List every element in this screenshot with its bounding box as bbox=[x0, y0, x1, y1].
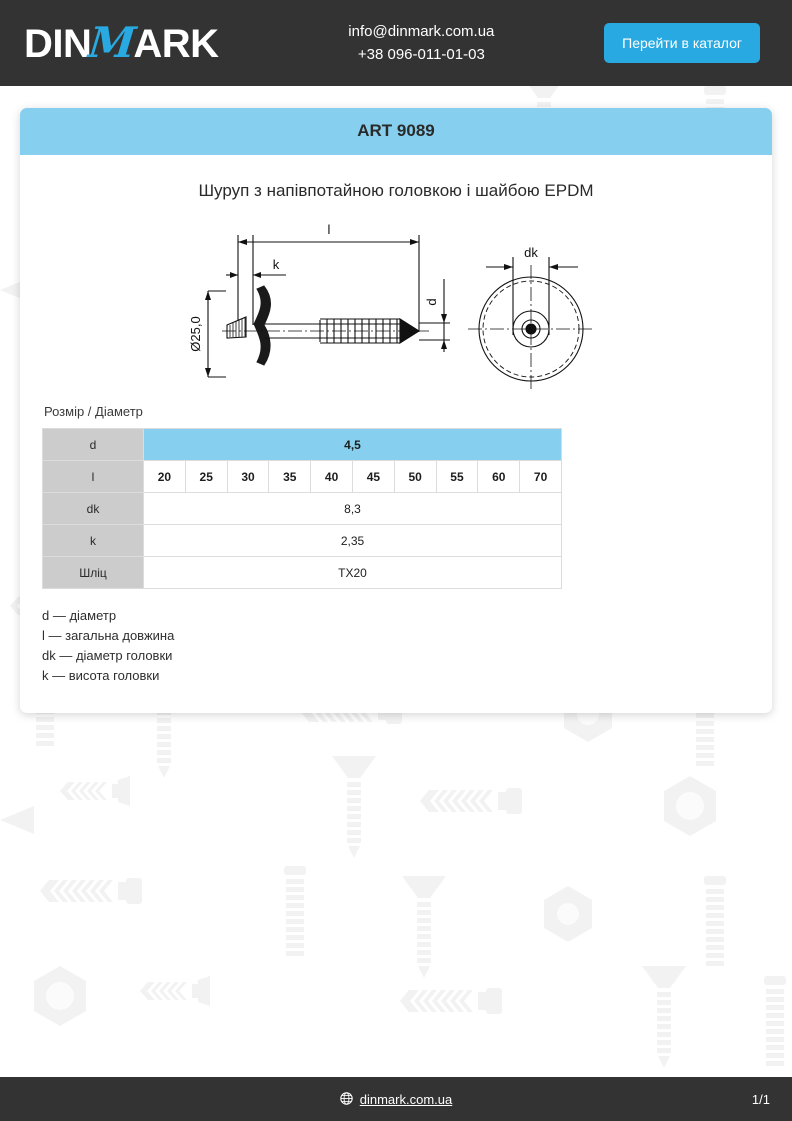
table-cell-length: 40 bbox=[311, 461, 353, 493]
table-cell-length: 25 bbox=[185, 461, 227, 493]
page-indicator: 1/1 bbox=[751, 1091, 770, 1107]
table-cell-length: 60 bbox=[478, 461, 520, 493]
table-cell-value: 4,5 bbox=[144, 429, 562, 461]
go-to-catalog-button[interactable]: Перейти в каталог bbox=[604, 23, 760, 63]
art-number-banner: ART 9089 bbox=[20, 108, 772, 155]
logo-accent-m: M bbox=[86, 18, 139, 67]
site-footer bbox=[0, 1077, 792, 1121]
table-cell-length: 50 bbox=[394, 461, 436, 493]
product-card bbox=[20, 108, 772, 713]
table-cell-length: 70 bbox=[520, 461, 562, 493]
logo-text-ark: ARK bbox=[133, 22, 219, 66]
table-cell-length: 35 bbox=[269, 461, 311, 493]
table-row bbox=[43, 493, 562, 525]
globe-icon bbox=[340, 1092, 353, 1107]
svg-text:dk: dk bbox=[524, 245, 538, 260]
legend-line: d — діаметр bbox=[42, 608, 117, 623]
footer-site-link[interactable]: dinmark.com.ua bbox=[359, 1091, 453, 1107]
table-row-label: d bbox=[43, 429, 144, 461]
legend-line: k — висота головки bbox=[42, 668, 160, 684]
table-cell-length: 45 bbox=[352, 461, 394, 493]
contact-email[interactable]: info@dinmark.com.ua bbox=[348, 22, 495, 40]
table-row-label: dk bbox=[43, 493, 144, 525]
svg-text:Ø25,0: Ø25,0 bbox=[188, 316, 203, 352]
table-row-label: Шліц bbox=[43, 557, 144, 589]
table-row-label: k bbox=[43, 525, 144, 557]
table-cell-value: 8,3 bbox=[144, 493, 562, 525]
table-row bbox=[43, 557, 562, 589]
legend-line: dk — діаметр головки bbox=[42, 648, 173, 664]
table-cell-value: 2,35 bbox=[144, 525, 562, 557]
footer-site-group bbox=[22, 1092, 770, 1107]
table-cell-length: 55 bbox=[436, 461, 478, 493]
legend-block bbox=[42, 606, 750, 687]
site-header bbox=[0, 0, 792, 86]
table-row bbox=[43, 461, 562, 493]
table-caption: Розмір / Діаметр bbox=[44, 404, 143, 419]
table-row bbox=[43, 525, 562, 557]
svg-text:l: l bbox=[327, 222, 331, 237]
card-body bbox=[20, 155, 772, 713]
specification-table bbox=[42, 428, 562, 589]
svg-text:k: k bbox=[272, 257, 280, 272]
header-contacts bbox=[239, 20, 605, 67]
table-cell-length: 30 bbox=[227, 461, 269, 493]
brand-logo[interactable] bbox=[24, 18, 219, 67]
technical-drawing bbox=[42, 207, 750, 392]
table-cell-length: 20 bbox=[144, 461, 186, 493]
table-cell-value: TX20 bbox=[144, 557, 562, 589]
legend-line: l — загальна довжина bbox=[42, 628, 175, 644]
svg-text:d: d bbox=[424, 298, 439, 306]
table-row bbox=[43, 429, 562, 461]
screw-diagram-svg bbox=[186, 207, 606, 392]
contact-phone[interactable]: +38 096-011-01-03 bbox=[357, 46, 485, 63]
product-title: Шуруп з напівпотайною головкою і шайбою EPDM bbox=[198, 181, 594, 200]
logo-text-din: DIN bbox=[24, 22, 92, 66]
table-row-label: l bbox=[43, 461, 144, 493]
